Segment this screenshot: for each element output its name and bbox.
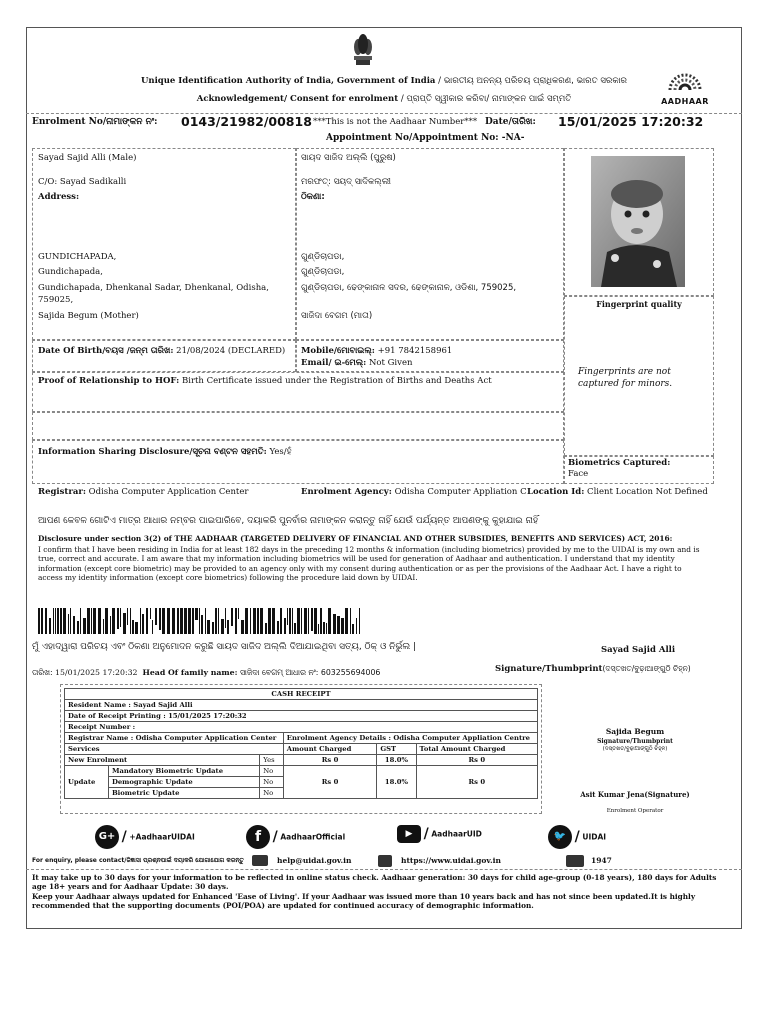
social-gplus[interactable]: G+ / +AadhaarUIDAI (95, 825, 195, 849)
biometric-flag: No (260, 788, 284, 799)
aadhaar-logo-text: AADHAAR (661, 97, 709, 106)
new-enrolment-total: Rs 0 (416, 755, 537, 766)
resident-name: Sayad Sajid Alli (Male) (38, 153, 137, 163)
new-enrolment-amount: Rs 0 (283, 755, 377, 766)
new-enrolment-flag: Yes (260, 755, 284, 766)
barcode (38, 608, 362, 634)
enquiry-email[interactable]: help@uidai.gov.in (277, 856, 352, 865)
twitter-icon: 🐦 (548, 825, 572, 849)
receipt-agency: Enrolment Agency Details : Odisha Computer Appliation Centre (283, 733, 537, 744)
resident-name-odia: ସାୟଦ ସାଜିଦ ଅଲ୍ଲି (ପୁରୁଷ) (301, 153, 396, 163)
hof-signature-label: Signature/Thumbprint (597, 738, 673, 745)
globe-icon (378, 855, 392, 867)
address-line-3-odia: ଗୁଣ୍ଡିଚାପଡା, ଢେଙ୍କାନାଳ ସଦର, ଢେଙ୍କାନାଳ, ଓଡିଶା, 759025, (301, 283, 517, 293)
receipt-title: CASH RECEIPT (65, 689, 538, 700)
enrolment-number: 0143/21982/00818 (181, 114, 312, 129)
receipt-resident-name: Resident Name : Sayad Sajid Alli (65, 700, 538, 711)
national-emblem-icon (351, 32, 375, 68)
address-line-2-odia: ଗୁଣ୍ଡିଚାପଡା, (301, 267, 345, 277)
blank-box (32, 412, 564, 440)
mandatory-biometric-update: Mandatory Biometric Update (108, 766, 259, 777)
footer-processing-note: It may take up to 30 days for your information to be reflected in online status check. Aadhaar generation: 30 days for child age-group (0-18 years), 180 days for Adults age 18+ years and for Aadhaar Update: 30 days. (32, 873, 717, 892)
dob: Date Of Birth/ବୟସ /ଜନ୍ମ ତାରିଖ: 21/08/2024 (DECLARED) (38, 346, 286, 356)
col-services: Services (65, 744, 284, 755)
receipt-registrar: Registrar Name : Odisha Computer Application Center (65, 733, 284, 744)
address-line-1: GUNDICHAPADA, (38, 252, 117, 262)
update-label: Update (65, 766, 109, 799)
operator-role: Enrolment Operator (606, 808, 664, 814)
odia-one-aadhaar-note: ଆପଣ କେବଳ ଗୋଟିଏ ମାତ୍ର ଆଧାର ନମ୍ବର ପାଇପାରିବେ, ଦୟାକରି ପୁନର୍ବାର ନାମାଙ୍କନ କରାନ୍ତୁ ନାହିଁ ଯେଉଁ ପର୍ଯ୍ୟନ୍ତ ଆପଣଙ୍କୁ କୁହାଯାଇ ନାହିଁ (38, 516, 539, 526)
registrar: Registrar: Odisha Computer Application Center (38, 487, 249, 497)
enquiry-website[interactable]: https://www.uidai.gov.in (401, 856, 501, 865)
not-aadhaar-note: ***This is not the Aadhaar Number*** (313, 117, 478, 127)
update-total: Rs 0 (416, 766, 537, 799)
address-line-3: Gundichapada, Dhenkanal Sadar, Dhenkanal, Odisha, (38, 283, 269, 293)
col-amount: Amount Charged (283, 744, 377, 755)
email: Email/ ଇ-ମେଲ୍: Not Given (301, 358, 413, 368)
disclosure-heading: Disclosure under section 3(2) of THE AADHAAR (TARGETED DELIVERY OF FINANCIAL AND OTHER SUBSIDIES, BENEFITS AND SERVICES) ACT, 2016: (38, 534, 673, 543)
operator-name: Asit Kumar Jena(Signature) (580, 790, 690, 799)
update-amount: Rs 0 (283, 766, 377, 799)
youtube-icon: ▶ (397, 825, 421, 843)
social-twitter[interactable]: 🐦 / UIDAI (548, 825, 606, 849)
receipt-printing-date: Date of Receipt Printing : 15/01/2025 17:20:32 (65, 711, 538, 722)
header-line-1: Unique Identification Authority of India, Government of India / ଭାରତୀୟ ଅନନ୍ୟ ପରିଚୟ ପ୍ରାଧିକରଣ, ଭାରତ ସରକାର (140, 76, 628, 86)
odia-confirmation: ମୁଁ ଏହାଦ୍ୱାରା ପରିଚୟ ଏବଂ ଠିକଣା ଅନୁମୋଦନ କରୁଛି ସାୟଦ ସାଜିଦ ଅଲ୍ଲି ଦିଆଯାଇଥିବା ସତ୍ୟ, ଠିକ୍ ଓ ନିର୍ଭୁଲ | (32, 642, 417, 652)
biometrics-label: Biometrics Captured: (568, 458, 671, 468)
demographic-flag: No (260, 777, 284, 788)
cash-receipt-table (64, 688, 538, 799)
footer-update-note: Keep your Aadhaar always updated for Enhanced 'Ease of Living'. If your Aadhaar was issued more than 10 years back and has not since been updated.It is highly recommended that the supporting documents (POI/POA) are updated for continued accuracy of demographic information. (32, 892, 696, 911)
mother-name-odia: ସାଜିଦା ବେଗମ (ମାତା) (301, 311, 373, 321)
address-line-2: Gundichapada, (38, 267, 103, 277)
email-icon (252, 855, 268, 866)
hof-signature-odia: (ଦସ୍ତଖତ/ବୁଢ଼ାଆଙ୍ଗୁଠି ଚିହ୍ନ) (602, 746, 668, 752)
divider (26, 869, 742, 870)
mobile: Mobile/ମୋବାଇଲ୍: +91 7842158961 (301, 346, 453, 356)
new-enrolment-label: New Enrolment (65, 755, 260, 766)
receipt-number: Receipt Number : (65, 722, 538, 733)
resident-photo (591, 156, 685, 287)
google-plus-icon: G+ (95, 825, 119, 849)
biometric-update: Biometric Update (108, 788, 259, 799)
col-total: Total Amount Charged (416, 744, 537, 755)
enrolment-date: 15/01/2025 17:20:32 (558, 114, 704, 129)
hof-signer-name: Sajida Begum (605, 727, 665, 736)
mandatory-biometric-flag: No (260, 766, 284, 777)
resident-signature-label: Signature/Thumbprint(ଦସ୍ତଖତ/ବୁଢ଼ାଆଙ୍ଗୁଠି ଚିହ୍ନ) (495, 664, 691, 674)
resident-signature-name: Sayad Sajid Alli (601, 645, 676, 655)
address-label-odia: ଠିକଣା: (301, 192, 325, 202)
address-line-1-odia: ଗୁଣ୍ଡିଚାପଡା, (301, 252, 345, 262)
appointment-number: Appointment No/Appointment No: -NA- (326, 133, 525, 143)
disclosure-body: I confirm that I have been residing in India for at least 182 days in the preceding 12 months & information (including biometrics) provided by me to the UIDAI is my own and is true, correct and accurate. I am aware that my information including biometrics will be used for generation of Aadhaar and authentication. I understand that my identity information (except core biometric) may be provided to an agency only with my consent during authentication or as per the provisions of the Aadhaar Act. I have a right to access my identity information (except core biometrics) following the procedure laid down by UIDAI. (38, 545, 700, 583)
update-gst: 18.0% (377, 766, 416, 799)
enrolment-agency: Enrolment Agency: Odisha Computer Appliation C (301, 487, 527, 497)
header-line-2: Acknowledgement/ Consent for enrolment / ପ୍ରାପ୍ତି ସ୍ୱୀକାର କରିବା/ ନାମାଙ୍କନ ପାଇଁ ସମ୍ମତି (196, 94, 572, 104)
demographic-update: Demographic Update (108, 777, 259, 788)
address-line-4: 759025, (38, 295, 74, 305)
new-enrolment-gst: 18.0% (377, 755, 416, 766)
fingerprint-note: Fingerprints are not captured for minors. (578, 367, 673, 389)
biometrics-value: Face (568, 469, 589, 479)
date-label: Date/ତାରିଖ: (485, 117, 536, 127)
proof-of-relationship: Proof of Relationship to HOF: Birth Certificate issued under the Registration of Births and Deaths Act (38, 376, 492, 386)
social-youtube[interactable]: ▶ / AadhaarUID (397, 825, 482, 843)
facebook-icon: f (246, 825, 270, 849)
enquiry-phone: 1947 (591, 856, 612, 865)
resident-care-of: C/O: Sayad Sadikalli (38, 177, 127, 187)
col-gst: GST (377, 744, 416, 755)
address-label: Address: (38, 192, 80, 202)
location-id: Location Id: Client Location Not Defined (527, 487, 708, 497)
resident-care-of-odia: ମରଫତ୍: ସୟଦ୍ ସାଦିକଲ୍ଲୀ (301, 177, 391, 187)
enquiry-label: For enquiry, please contact/ଜିଜ୍ଞାସା ପ୍ରଶ୍ନପାଇଁ ଦୟାକରି ଯୋଗାଯୋଗ କରନ୍ତୁ (32, 857, 244, 864)
phone-icon (566, 855, 584, 867)
signature-date-hof: ତାରିଖ: 15/01/2025 17:20:32 Head Of family name: ସାଜିଦା ବେଗମ୍ ଆଧାର ନଂ: 603255694006 (32, 668, 381, 677)
aadhaar-logo-icon (656, 66, 714, 96)
fingerprint-quality-label: Fingerprint quality (596, 299, 682, 309)
social-facebook[interactable]: f / AadhaarOfficial (246, 825, 345, 849)
mother-name: Sajida Begum (Mother) (38, 311, 139, 321)
enrolment-label: Enrolment No/ନାମାଙ୍କନ ନଂ: (32, 117, 158, 127)
information-sharing: Information Sharing Disclosure/ସୂଚନା ବଣ୍ଟନ ସହମତି: Yes/ହଁ (38, 447, 292, 457)
